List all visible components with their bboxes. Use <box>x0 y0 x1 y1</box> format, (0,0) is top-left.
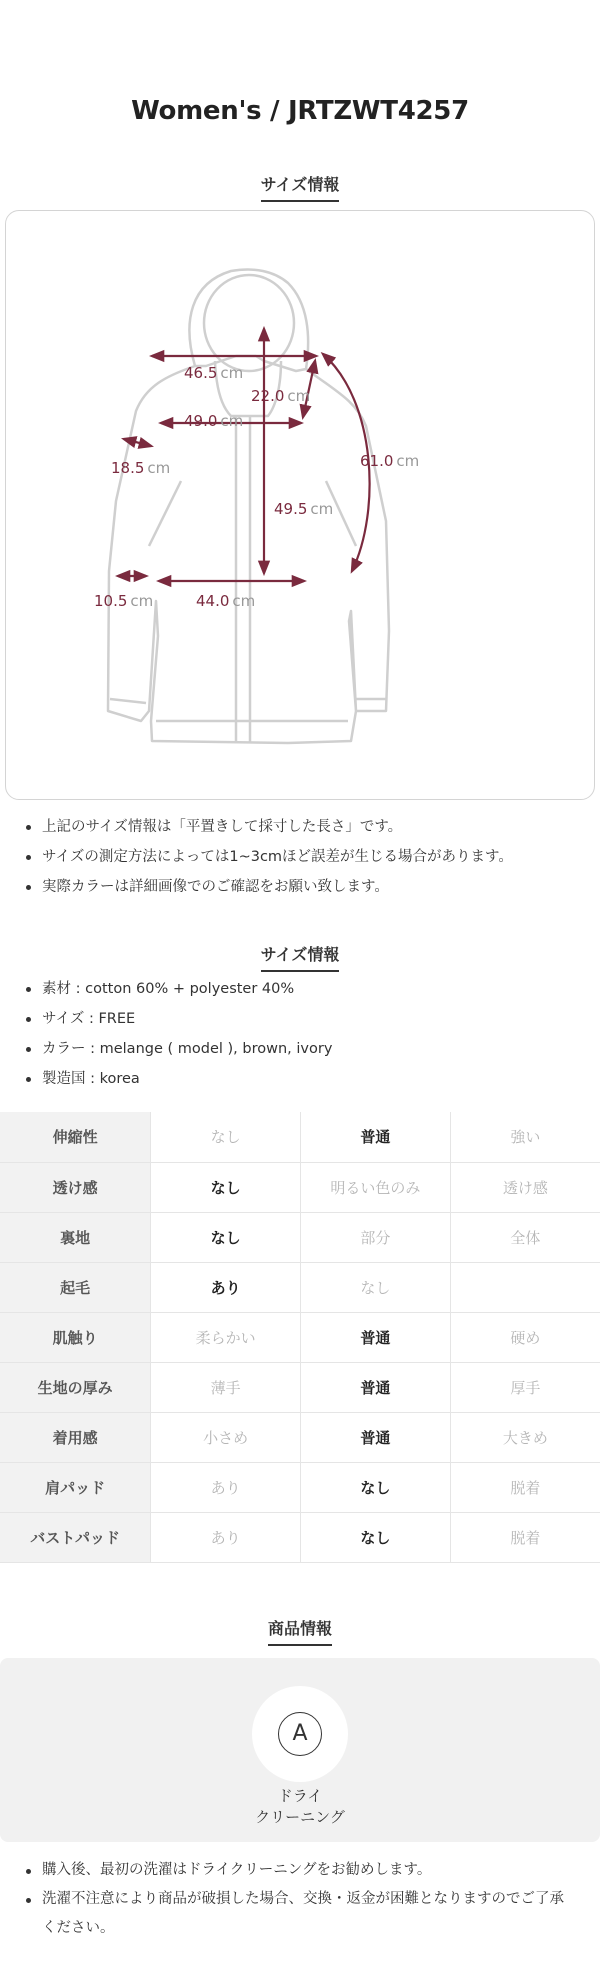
care-notes-list <box>22 1856 577 1943</box>
measure-lines <box>118 329 370 581</box>
list-item: 素材 : cotton 60% + polyester 40% <box>22 974 582 1004</box>
spec-option: 柔らかい <box>151 1312 301 1362</box>
spec-option <box>450 1262 600 1312</box>
spec-option: 脱着 <box>450 1462 600 1512</box>
table-row <box>0 1512 600 1562</box>
page-title: Women's / JRTZWT4257 <box>131 96 469 126</box>
size-info-heading-text: サイズ情報 <box>261 172 340 202</box>
hoodie-diagram <box>6 211 596 801</box>
table-row <box>0 1262 600 1312</box>
spec-option: 小さめ <box>151 1412 301 1462</box>
spec-option: あり <box>151 1512 301 1562</box>
spec-option-selected: 普通 <box>300 1412 450 1462</box>
care-icon-background <box>252 1686 348 1782</box>
length-label: 49.5 cm <box>274 500 334 518</box>
material-heading-text: サイズ情報 <box>261 942 340 972</box>
size-info-heading <box>0 172 600 202</box>
spec-option: 透け感 <box>450 1162 600 1212</box>
spec-option: なし <box>151 1112 301 1162</box>
care-label-line2: クリーニング <box>255 1808 345 1826</box>
sleeve-opening-label: 10.5 cm <box>94 592 154 610</box>
list-item: 洗濯不注意により商品が破損した場合、交換・返金が困難となりますのでご了承ください。 <box>22 1885 577 1943</box>
table-row <box>0 1312 600 1362</box>
spec-option: 強い <box>450 1112 600 1162</box>
spec-option: 硬め <box>450 1312 600 1362</box>
table-row <box>0 1362 600 1412</box>
spec-option: 明るい色のみ <box>300 1162 450 1212</box>
spec-label: 伸縮性 <box>0 1112 151 1162</box>
spec-option-selected: なし <box>300 1462 450 1512</box>
spec-option-selected: なし <box>300 1512 450 1562</box>
table-row <box>0 1462 600 1512</box>
material-heading <box>0 942 600 972</box>
list-item: カラー : melange ( model ), brown, ivory <box>22 1034 582 1064</box>
spec-option-selected: あり <box>151 1262 301 1312</box>
spec-option-selected: なし <box>151 1162 301 1212</box>
spec-label: バストパッド <box>0 1512 151 1562</box>
spec-option-selected: 普通 <box>300 1312 450 1362</box>
dry-clean-icon: A <box>278 1712 322 1756</box>
spec-option: 大きめ <box>450 1412 600 1462</box>
garment-outline <box>108 270 389 744</box>
spec-option-selected: なし <box>151 1212 301 1262</box>
armhole-label: 18.5 cm <box>111 459 171 477</box>
table-row <box>0 1212 600 1262</box>
front-upper-label: 22.0 cm <box>251 387 311 405</box>
list-item: サイズの測定方法によっては1~3cmほど誤差が生じる場合があります。 <box>22 842 582 872</box>
shoulder-label: 46.5 cm <box>184 364 244 382</box>
spec-option: 全体 <box>450 1212 600 1262</box>
spec-label: 透け感 <box>0 1162 151 1212</box>
chest-label: 49.0 cm <box>184 412 244 430</box>
spec-option: 薄手 <box>151 1362 301 1412</box>
spec-option: 部分 <box>300 1212 450 1262</box>
spec-label: 肩パッド <box>0 1462 151 1512</box>
table-row <box>0 1112 600 1162</box>
spec-label: 起毛 <box>0 1262 151 1312</box>
spec-option: あり <box>151 1462 301 1512</box>
list-item: 実際カラーは詳細画像でのご確認をお願い致します。 <box>22 872 582 902</box>
spec-label: 肌触り <box>0 1312 151 1362</box>
care-panel <box>0 1658 600 1842</box>
table-row <box>0 1412 600 1462</box>
product-info-heading-text: 商品情報 <box>268 1616 332 1646</box>
size-diagram <box>5 210 595 800</box>
list-item: 上記のサイズ情報は「平置きして採寸した長さ」です。 <box>22 812 582 842</box>
list-item: サイズ : FREE <box>22 1004 582 1034</box>
list-item: 購入後、最初の洗濯はドライクリーニングをお勧めします。 <box>22 1856 577 1885</box>
table-row <box>0 1162 600 1212</box>
spec-option-selected: 普通 <box>300 1112 450 1162</box>
material-list <box>22 974 582 1094</box>
spec-option: 厚手 <box>450 1362 600 1412</box>
spec-option-selected: 普通 <box>300 1362 450 1412</box>
size-notes-list <box>22 812 582 902</box>
spec-label: 生地の厚み <box>0 1362 151 1412</box>
hem-label: 44.0 cm <box>196 592 256 610</box>
care-label <box>150 1786 450 1828</box>
sleeve-label: 61.0 cm <box>360 452 420 470</box>
list-item: 製造国 : korea <box>22 1064 582 1094</box>
spec-option: なし <box>300 1262 450 1312</box>
fabric-spec-table <box>0 1112 600 1563</box>
product-info-heading <box>0 1616 600 1646</box>
spec-option: 脱着 <box>450 1512 600 1562</box>
spec-label: 着用感 <box>0 1412 151 1462</box>
care-label-line1: ドライ <box>277 1787 323 1805</box>
spec-label: 裏地 <box>0 1212 151 1262</box>
